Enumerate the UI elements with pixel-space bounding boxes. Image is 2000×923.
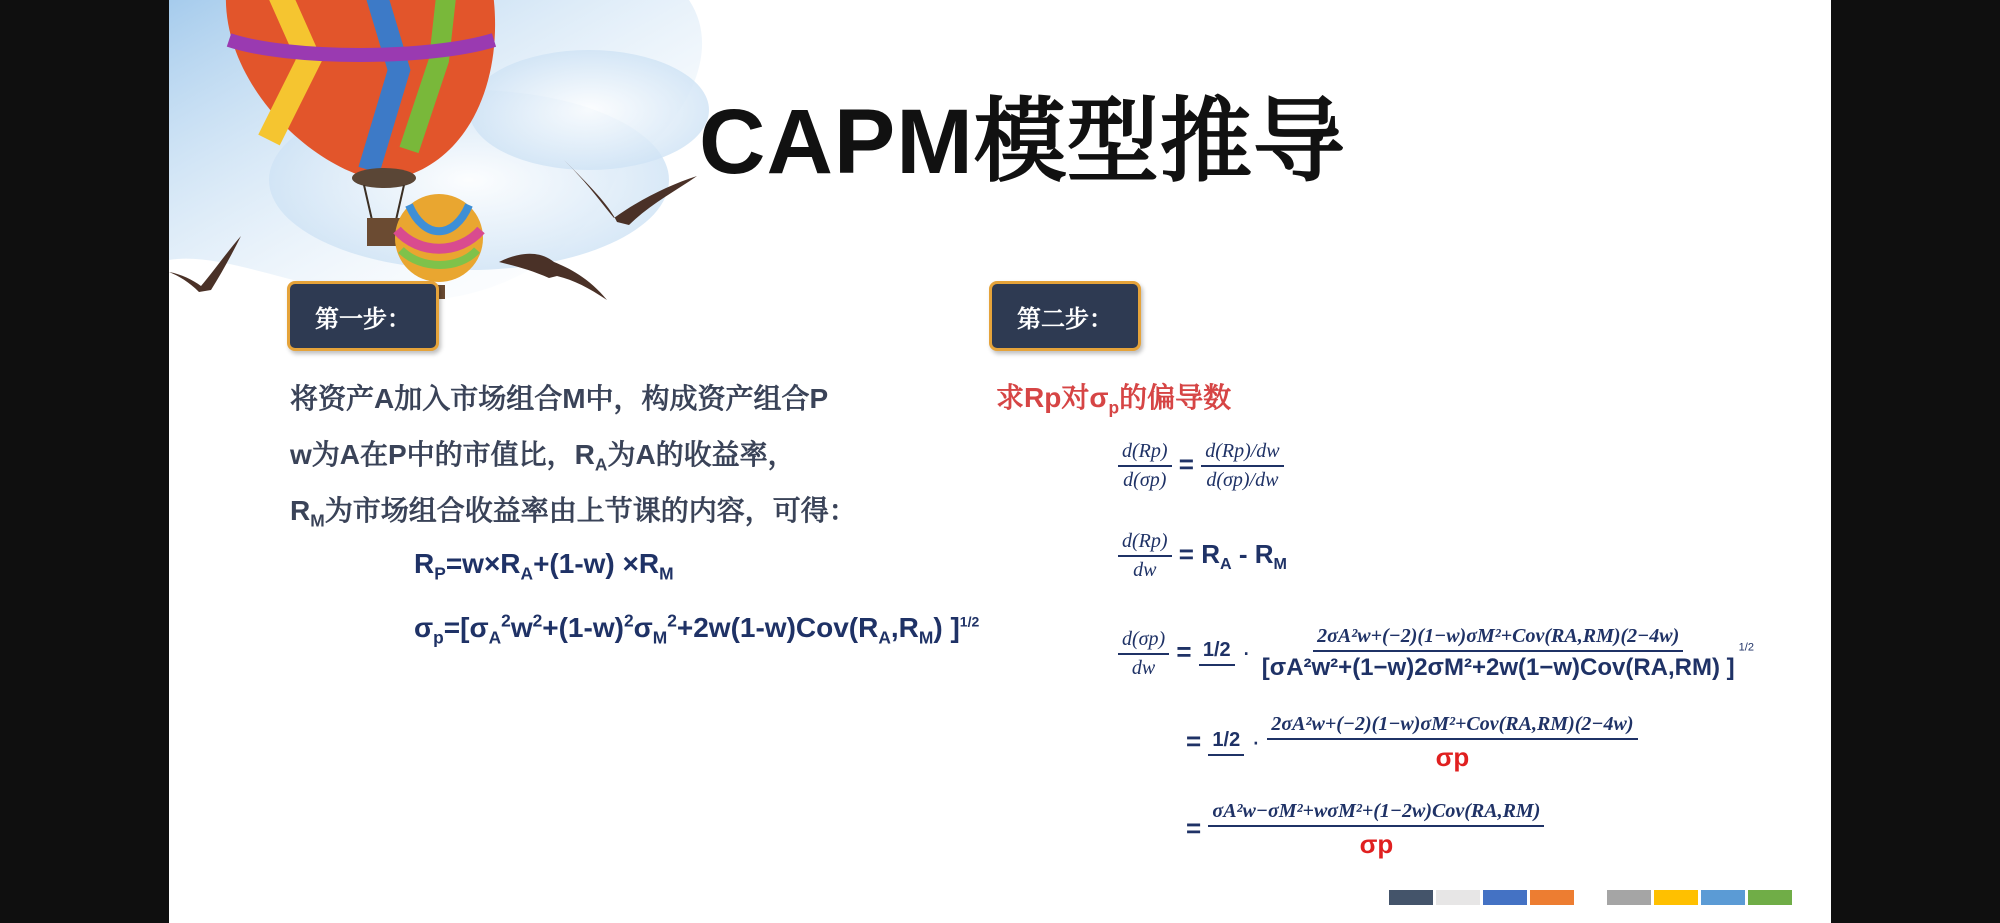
swatch xyxy=(1748,890,1792,905)
swatch xyxy=(1436,890,1480,905)
color-palette-left xyxy=(1389,890,1574,905)
step1-line1: 将资产A加入市场组合M中，构成资产组合P xyxy=(290,383,829,414)
equation-sigma-p: $\sigma_p=[\sigma_A^2w^2+(1-w)^2\sigma_M^2+2w(1-w)Cov(R_A,R_M)$ ]$^{1/2}$ xyxy=(414,610,980,648)
step1-line3: $R_M$为市场组合收益率由上节课的内容，可得： xyxy=(290,495,857,531)
derivative-line-1: $\frac{d(Rp)}{d(\sigma p)}$ = $\frac{d(Rp)/dw}{d(\sigma p)/dw}$ xyxy=(1118,440,1284,492)
color-palette-right xyxy=(1607,890,1792,905)
slide-title: CAPM模型推导 xyxy=(699,91,1346,193)
balloon-illustration xyxy=(169,0,729,320)
derivative-line-4: = 1/2 · $\frac{\text{2σA²w+(−2)(1−w)σM²+Cov(RA,RM)(2−4w)}}{\sigma p}$ xyxy=(1186,713,1638,773)
swatch xyxy=(1530,890,1574,905)
swatch xyxy=(1607,890,1651,905)
derivative-line-5: = $\frac{\text{σA²w−σM²+wσM²+(1−2w)Cov(RA,RM)}}{\sigma p}$ xyxy=(1186,800,1544,860)
derivative-line-3: $\frac{d(\sigma p)}{dw}$ = 1/2 · $\frac{\text{2σA²w+(−2)(1−w)σM²+Cov(RA,RM)(2−4w)}}{\text{[σA²w²+(1−w)2σM²+2w(1−w)Cov(RA,RM) ]}}$ $^{1/2}$ xyxy=(1118,625,1754,682)
swatch xyxy=(1654,890,1698,905)
step2-badge: 第二步： xyxy=(989,281,1141,351)
letterbox-left xyxy=(0,0,169,923)
step2-heading: 求Rp对$\sigma_p$的偏导数 xyxy=(996,382,1232,418)
slide xyxy=(169,0,1831,923)
swatch xyxy=(1701,890,1745,905)
swatch xyxy=(1389,890,1433,905)
step1-line2: w为A在P中的市值比，$R_A$为A的收益率， xyxy=(290,439,796,475)
letterbox-right xyxy=(1831,0,2000,923)
step1-badge: 第一步： xyxy=(287,281,439,351)
swatch xyxy=(1483,890,1527,905)
derivative-line-2: $\frac{d(Rp)}{dw}$ = $R_A - R_M$ xyxy=(1118,530,1287,582)
equation-rp: $R_P=w\times R_A+(1-w) \times R_M$ xyxy=(414,548,674,584)
